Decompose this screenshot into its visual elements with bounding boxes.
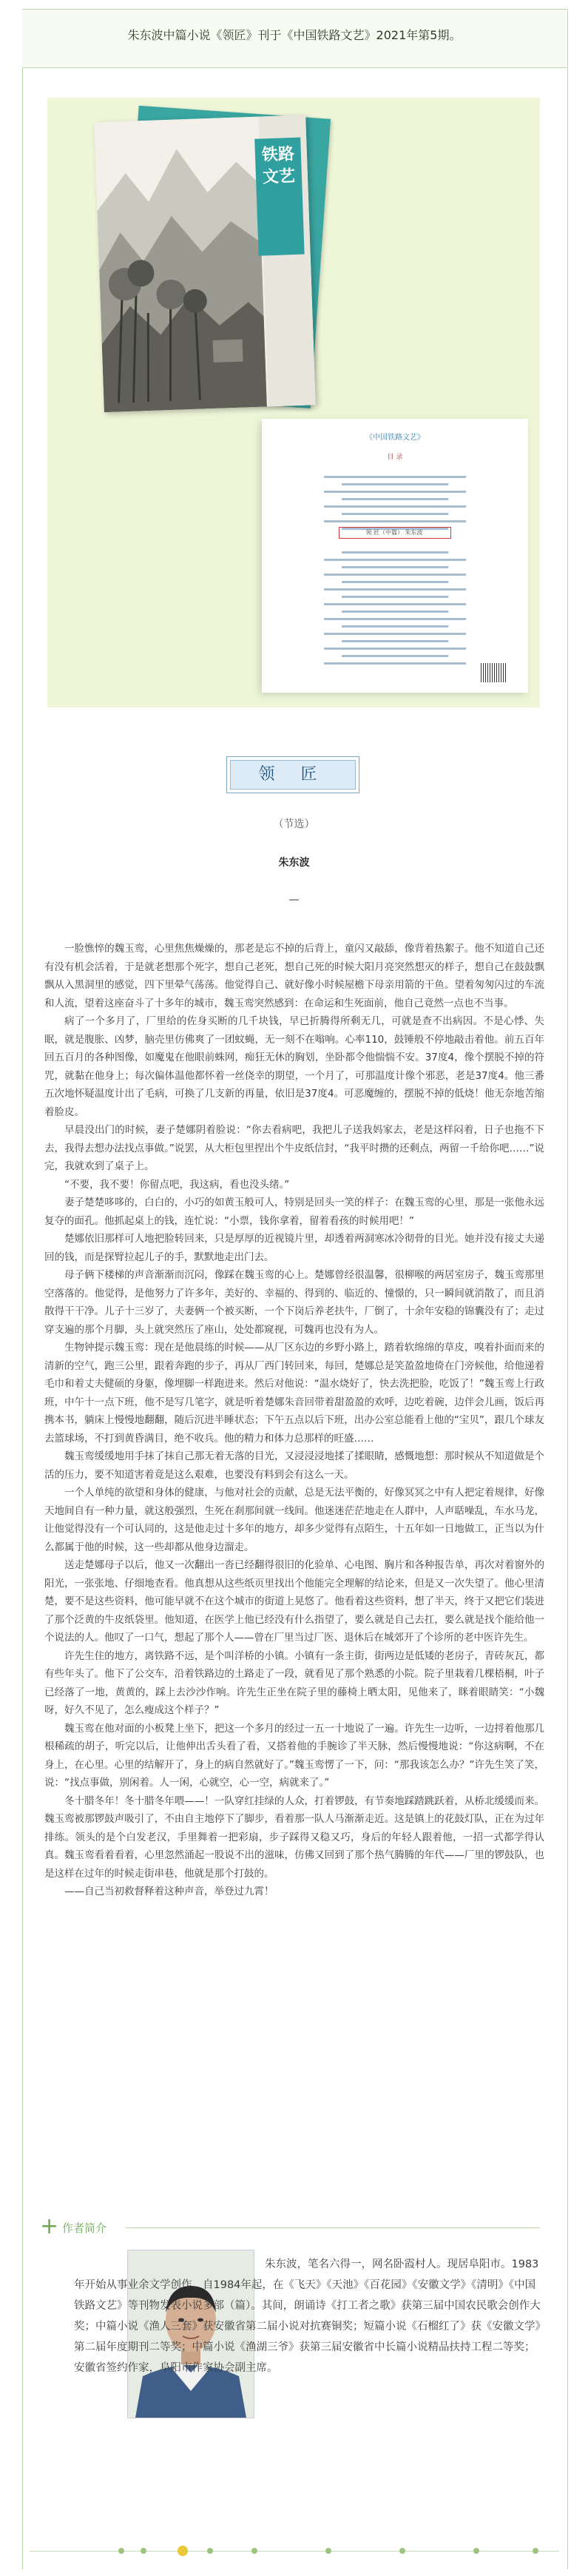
paragraph: 母子俩下楼梯的声音渐渐而沉闷，像踩在魏玉鸾的心上。楚娜曾经很温馨，很柳喉的两居室房子，魏玉鸾那里空落落的。他觉得，是他努力了许多年，美好的、幸福的、得到的、临近的、憧憬的，只一瞬间就消散了，而且消散得干干净。儿子十三岁了，夫妻俩一个被买断，一个下岗后养老扶牛，厂倒了，十余年安稳的锦囊没有了；走过穿支遍的那个月脚，头上就突然压了座山，处处都窥视，可魏再也没有为人。: [44, 1269, 544, 1336]
paragraph: 生物钟提示魏玉鸾：现在是他晨练的时候——从厂区东边的乡野小路上，踏着软绵绵的草皮，嗅着扑面而来的清新的空气，跑三公里，跟着奔跑的步子，再从厂西门转回来，每回，楚娜总是笑盈盈地倚在门旁候他，给他递着毛巾和着丈夫健硕的身躯，像埋脚一样跑进来。然后对他说：“温水烧好了，快去洗把脸，吃饭了！”魏玉鸾上行政班，中午十一点下班，他不是写几笔字，就是听着楚娜朱音回带着甜盈盈的欢呼，边吃着碗，边伴会儿画，饭后再携本书，躺床上慢慢地翻翻，随后沉进半睡状态；下午五点以后下班，出办公室总能看上他的“宝贝”，跟几个球友去篮球场，不打到黄昏满目，绝不收兵。他的精力和体力总那样的旺盛……: [44, 1342, 544, 1445]
toc-title: 《中国铁路文艺》: [365, 434, 425, 442]
section-dash: —: [288, 894, 300, 906]
chapter-title: 领 匠: [230, 760, 356, 790]
table-of-contents-page: [262, 419, 528, 693]
magazine-cover: [94, 115, 325, 412]
story-body: [44, 940, 544, 1901]
footer-decoration: [30, 2546, 559, 2556]
toc-highlight-text: 领 匠（中篇） 朱东波: [365, 529, 423, 536]
paragraph: 冬十腊冬年！冬十腊冬年喂——！一队穿红挂绿的人众，打着锣鼓，有节奏地踩踏跳跃着，从桥北缓缓而来。魏玉鸾被那锣鼓声吸引了，不由自主地停下了脚步，看着那一队人马渐渐走近。这是镇上的花鼓灯队，正在为过年排练。领头的是个白发老汉，手里舞着一把彩扇，步子踩得又稳又巧，身后的年轻人跟着他，一招一式都学得认真。魏玉鸾看着看着，心里忽然涌起一股说不出的滋味，仿佛又回到了那个热气腾腾的年代——厂里的锣鼓队，也是这样在过年的时候走街串巷，他就是那个打鼓的。: [44, 1795, 544, 1880]
magazine-photo: [47, 98, 540, 707]
author-bio-text: 朱东波，笔名六得一，网名卧霞村人。现居阜阳市。1983年开始从事业余文学创作，自1984年起，在《飞天》《天池》《百花园》《安徽文学》《清明》《中国铁路文艺》等刊物发表小说多部（篇）。其间，朗诵诗《打工者之歌》获第三届中国农民歌会创作大奖；中篇小说《渔人三套》获安徽省第二届小说对抗赛铜奖；短篇小说《石榴红了》获《安徽文学》第二届年度期刊二等奖；中篇小说《渔湖三爷》获第三届安徽省中长篇小说精品扶持工程二等奖；安徽省签约作家，阜阳市作家协会副主席。: [74, 2259, 541, 2374]
author-intro-label: 作者简介: [62, 2222, 107, 2235]
header-text: 朱东波中篇小说《领匠》刊于《中国铁路文艺》2021年第5期。: [127, 28, 462, 42]
paragraph: 送走楚娜母子以后，他又一次翻出一沓已经翻得很旧的化验单、心电图、胸片和各种报告单，再次对着窗外的阳光，一张张地、仔细地查看。他真想从这些纸页里找出个他能完全理解的结论来，但是又一次失望了。他心里清楚，要不是这些资料，他可能早就不在这个城市的街道上晃悠了。他看着这些资料，想了半天，终于又把它们装进了那个泛黄的牛皮纸袋里。他知道，在医学上他已经没有什么指望了，要么就是自己去扛，要么就是找个能给他一个说法的人。他叹了一口气，想起了那个人——曾在厂里当过厂医、退休后在城郊开了个诊所的老中医许先生。: [44, 1559, 544, 1644]
toc-lines-top: [306, 471, 484, 535]
paragraph: 一脸憔悴的魏玉鸾，心里焦焦燥燥的，那老是忘不掉的后背上，童闪又敲舔，像背着热絮子。他不知道自己还有没有机会活着，于是就老想那个死字，想自己老死，想自己死的时候大阳月亮突然想灭的样子，想自己在鼓鼓飘飘从入黑洞里的感觉，四下里晕气荡荡。他觉得自己、就好像小时候屋檐下母亲用箭的干鱼。望着匆匆闪过的车流和人流，望着这座奋斗了十多年的城市，魏玉鸾突然感到：在命运和生死面前，他自己竟然一点也不当事。: [44, 943, 544, 1009]
paragraph: 魏玉鸾在他对面的小板凳上坐下，把这一个多月的经过一五一十地说了一遍。许先生一边听，一边捋着他那几根稀疏的胡子，听完以后，让他伸出舌头看了看，又搭着他的手腕诊了半天脉，然后慢慢地说：“你这病啊，不在身上，在心里。心里的结解开了，身上的病自然就好了。”魏玉鸾愣了一下，问：“那我该怎么办？”许先生笑了笑，说：“找点事做，别闲着。人一闲，心就空，心一空，病就来了。”: [44, 1722, 544, 1789]
plus-icon: +: [40, 2213, 59, 2239]
paragraph: 许先生住的地方，离铁路不远，是个叫洋桥的小镇。小镇有一条主街，街两边是低矮的老房子，青砖灰瓦，都有些年头了。他下了公交车，沿着铁路边的土路走了一段，就看见了那个熟悉的小院。院子里栽着几棵梧桐，叶子已经落了一地，黄黄的，踩上去沙沙作响。许先生正坐在院子里的藤椅上晒太阳，见他来了，眯着眼睛笑：“小魏呀，好久不见了，怎么瘦成这个样子？”: [44, 1649, 544, 1716]
divider: [126, 2227, 540, 2228]
paragraph: 早晨没出门的时候，妻子楚娜阴着脸说：“你去看病吧，我把儿子送我妈家去，老是这样闷着，日子也拖不下去，我得去想办法找点事做。”说罢，从大柜包里捏出个牛皮纸信封，“我平时攒的还剩点，两留一千给你吧……”说完，我就欢到了桌子上。: [44, 1124, 544, 1172]
toc-lines-bottom: [306, 546, 484, 670]
header-strip: [22, 9, 567, 68]
author-intro-header: [33, 2214, 550, 2244]
paragraph: 魏玉鸾缓缓地用手抹了抹自己那无着无落的目光，又浸浸浸地揉了揉眼睛，感慨地想：那时候从不知道做是个活的压力，要不知道害着竟是这么艰难，也要没有料到会有这么一天。: [44, 1450, 544, 1481]
chapter-badge: [226, 756, 359, 793]
paragraph: 妻子楚楚哆哆的，白白的，小巧的如黄玉般可人，特别是回头一笑的样子：在魏玉鸾的心里，那是一张他永远复夺的面孔。他抓起桌上的钱，连忙说：“小票，钱你拿着，留着看孩的时候用吧！”: [44, 1197, 544, 1227]
author-bio: [74, 2254, 544, 2378]
toc-subtitle: 目 录: [387, 454, 403, 461]
magazine-cover-title: 铁路文艺: [254, 138, 304, 256]
magazine-front: [94, 115, 316, 412]
paragraph: ——自己当初救督释着这种声音，举登过九霄！: [64, 1886, 274, 1897]
paragraph: 一个人单纯的欲望和身体的健康，与他对社会的贡献，总是无法平衡的，好像冥冥之中有人把定着规律，好像天地间自有一种力量，就这般强烈，生死在刹那间就一线间。他迷迷茫茫地走在人群中，人声聒噪乱，车水马龙，让他觉得没有一个可认同的，这是他走过十多年的地方，却多少觉得有点陌生，十五年如一日地做工，正当以为什么都属于他的时候，这一些却都从他身边溜走。: [44, 1487, 544, 1553]
paragraph: 病了一个多月了，厂里给的佐身买断的几千块钱，早已折腾得所剩无几，可就是查不出病因。不是心悸、失眠，就是腹胀、凶梦，脑壳里仿佛爽了一团蚊蝇，无一刻不在嗡响。心率110，鼓锤般不停地敲击着他。前五百年回五百月的各种图像，如魔鬼在他眼前蛛网，痴狂无休的胸划，坐卧都令他惴惴不安。37度4，像个摆脱不掉的符咒，就黏在他身上；每次偏体温他都怀着一丝侥幸的期望，一个月了，可那温度计像个邪恶，老是37度4。他三番五次地怀疑温度计出了毛病，可换了几支新的再量，依旧是37度4。可恶魔缠的，摆脱不掉的低烧！他无奈地苦缩着脸皮。: [44, 1015, 544, 1118]
author-name: 朱东波: [278, 857, 310, 869]
paragraph: 楚娜依旧那样可人地把脸转回来，只是厚厚的近视镜片里，却透着两洞寒冰冷彻骨的目光。她并没有接丈夫递回的钱，而是探臂拉起儿子的手，默默地走出门去。: [44, 1233, 544, 1263]
excerpt-note: （节选）: [273, 818, 315, 830]
paragraph: “不要，我不要！你留点吧，我这病，看也没头绪。”: [64, 1178, 290, 1191]
barcode-icon: [481, 663, 507, 682]
